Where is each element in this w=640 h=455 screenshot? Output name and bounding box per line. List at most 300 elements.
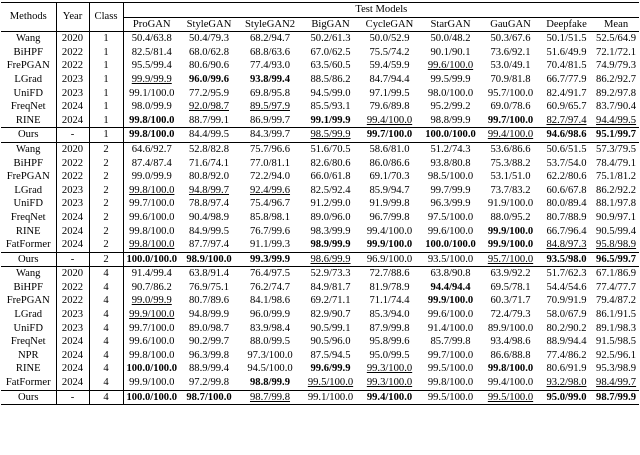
score-cell: 80.0/89.4 xyxy=(546,198,587,210)
score-cell: 50.6/51.5 xyxy=(540,142,593,156)
score-cell: 52.8/82.8 xyxy=(180,142,238,156)
score-cell: 60.3/71.7 xyxy=(490,295,531,307)
score-cell: 95.8/98.9 xyxy=(596,239,637,251)
score-cell: 96.3/99.8 xyxy=(188,349,230,361)
year-cell: 2022 xyxy=(56,281,89,295)
class-cell: 2 xyxy=(89,225,123,239)
method-cell: LGrad xyxy=(14,184,43,196)
col-header-year: Year xyxy=(56,3,89,32)
score-cell: 95.3/98.9 xyxy=(596,363,637,375)
year-cell: 2023 xyxy=(56,184,89,198)
score-cell: 90.7/86.2 xyxy=(123,281,180,295)
score-cell: 63.8/91.4 xyxy=(180,267,238,281)
year-cell: 2023 xyxy=(56,197,89,211)
method-cell: FreqNet xyxy=(10,101,46,113)
class-cell: 4 xyxy=(89,308,123,322)
score-cell: 76.4/97.5 xyxy=(238,267,302,281)
score-cell: 88.9/94.4 xyxy=(546,336,587,348)
col-header-model: ProGAN xyxy=(123,17,180,32)
score-cell: 50.0/52.9 xyxy=(369,33,410,45)
year-cell: 2020 xyxy=(56,142,89,156)
score-cell: 75.5/74.2 xyxy=(369,46,410,58)
year-cell: 2024 xyxy=(56,211,89,225)
score-cell: 99.4/100.0 xyxy=(366,225,413,237)
score-cell: 99.8/100.0 xyxy=(487,363,534,375)
score-cell: 75.1/81.2 xyxy=(596,171,637,183)
method-cell: Ours xyxy=(1,252,56,267)
col-header-model: Mean xyxy=(593,17,639,32)
score-cell: 86.2/92.7 xyxy=(596,73,637,85)
score-cell: 100.0/100.0 xyxy=(123,252,180,267)
score-cell: 90.5/99.1 xyxy=(310,322,351,334)
score-cell: 84.4/99.5 xyxy=(180,128,238,143)
score-cell: 68.2/94.7 xyxy=(249,33,291,45)
score-cell: 99.1/100.0 xyxy=(302,390,359,405)
score-cell: 57.3/79.5 xyxy=(593,142,639,156)
score-cell: 80.2/90.2 xyxy=(546,322,587,334)
score-cell: 85.5/93.1 xyxy=(310,101,351,113)
score-cell: 94.6/98.6 xyxy=(540,128,593,143)
col-header-model: Deepfake xyxy=(540,17,593,32)
score-cell: 71.1/74.4 xyxy=(369,295,410,307)
score-cell: 79.4/87.2 xyxy=(596,295,637,307)
score-cell: 80.7/88.9 xyxy=(546,211,587,223)
score-cell: 99.8/100.0 xyxy=(123,114,180,128)
score-cell: 98.7/99.9 xyxy=(593,390,639,405)
year-cell: - xyxy=(56,252,89,267)
score-cell: 99.6/100.0 xyxy=(123,335,180,349)
score-cell: 99.4/100.0 xyxy=(487,377,534,389)
table-row xyxy=(1,59,639,73)
table-row xyxy=(1,170,639,184)
class-cell: 1 xyxy=(89,114,123,128)
score-cell: 89.0/96.0 xyxy=(310,211,351,223)
class-cell: 2 xyxy=(89,184,123,198)
method-cell: UniFD xyxy=(13,322,43,334)
score-cell: 99.0/99.9 xyxy=(123,170,180,184)
score-cell: 99.4/100.0 xyxy=(481,128,540,143)
score-cell: 54.4/54.6 xyxy=(546,281,587,293)
score-cell: 98.9/99.9 xyxy=(310,239,351,251)
class-cell: 4 xyxy=(89,349,123,363)
method-cell: LGrad xyxy=(14,73,43,85)
score-cell: 100.0/100.0 xyxy=(123,390,180,405)
score-cell: 53.7/54.0 xyxy=(546,157,587,169)
score-cell: 74.9/79.3 xyxy=(596,60,637,72)
score-cell: 94.8/99.9 xyxy=(188,309,230,321)
table-row xyxy=(1,73,639,87)
score-cell: 87.9/99.8 xyxy=(369,322,410,334)
score-cell: 99.4/100.0 xyxy=(359,390,420,405)
year-cell: 2020 xyxy=(56,267,89,281)
score-cell: 98.5/99.9 xyxy=(302,128,359,143)
score-cell: 63.8/90.8 xyxy=(420,267,481,281)
score-cell: 86.6/88.8 xyxy=(490,349,531,361)
score-cell: 69.0/78.6 xyxy=(490,101,531,113)
method-cell: NPR xyxy=(17,349,39,361)
method-cell: FrePGAN xyxy=(6,60,50,72)
score-cell: 99.8/100.0 xyxy=(427,377,474,389)
score-cell: 86.1/91.5 xyxy=(596,309,637,321)
score-cell: 99.1/100.0 xyxy=(123,87,180,101)
table-body xyxy=(1,32,639,405)
class-cell: 4 xyxy=(89,281,123,295)
table-row xyxy=(1,142,639,156)
method-cell: Ours xyxy=(1,128,56,143)
score-cell: 77.4/93.0 xyxy=(249,60,291,72)
year-cell: 2023 xyxy=(56,322,89,336)
score-cell: 73.6/92.1 xyxy=(490,46,531,58)
col-header-test-models: Test Models xyxy=(123,3,639,18)
score-cell: 84.9/99.5 xyxy=(188,225,230,237)
header-row-1 xyxy=(1,3,639,18)
score-cell: 96.3/99.9 xyxy=(430,198,471,210)
year-cell: 2024 xyxy=(56,225,89,239)
class-cell: 1 xyxy=(89,46,123,60)
score-cell: 99.9/100.0 xyxy=(487,239,534,251)
score-cell: 97.3/100.0 xyxy=(247,349,293,361)
method-cell: FatFormer xyxy=(5,239,51,251)
col-header-model: StyleGAN2 xyxy=(238,17,302,32)
score-cell: 75.4/96.7 xyxy=(249,198,291,210)
score-cell: 93.5/98.0 xyxy=(540,252,593,267)
score-cell: 93.8/80.8 xyxy=(430,157,471,169)
score-cell: 95.7/100.0 xyxy=(481,252,540,267)
score-cell: 86.9/99.7 xyxy=(249,114,291,126)
score-cell: 58.6/81.0 xyxy=(359,142,420,156)
score-cell: 50.3/67.6 xyxy=(490,33,531,45)
score-cell: 58.0/67.9 xyxy=(546,309,587,321)
score-cell: 98.8/99.9 xyxy=(249,377,291,389)
year-cell: 2024 xyxy=(56,362,89,376)
score-cell: 88.7/99.1 xyxy=(188,114,230,126)
class-cell: 1 xyxy=(89,87,123,101)
score-cell: 50.1/51.5 xyxy=(546,33,587,45)
score-cell: 91.4/100.0 xyxy=(427,322,474,334)
class-cell: 4 xyxy=(89,267,123,281)
score-cell: 95.1/99.7 xyxy=(593,128,639,143)
score-cell: 99.0/99.9 xyxy=(123,294,180,308)
score-cell: 94.5/100.0 xyxy=(247,363,293,375)
class-cell: 2 xyxy=(89,170,123,184)
results-table xyxy=(1,2,639,405)
score-cell: 51.6/49.9 xyxy=(546,46,587,58)
score-cell: 99.6/100.0 xyxy=(427,225,474,237)
score-cell: 72.2/94.0 xyxy=(249,171,291,183)
score-cell: 98.9/100.0 xyxy=(180,252,238,267)
method-cell: UniFD xyxy=(13,198,43,210)
score-cell: 70.9/91.9 xyxy=(546,295,587,307)
class-cell: 2 xyxy=(89,142,123,156)
score-cell: 72.7/88.6 xyxy=(359,267,420,281)
col-header-model: StyleGAN xyxy=(180,17,238,32)
method-cell: FreqNet xyxy=(10,211,46,223)
score-cell: 67.0/62.5 xyxy=(310,46,351,58)
class-cell: 4 xyxy=(89,335,123,349)
score-cell: 99.9/100.0 xyxy=(487,225,534,237)
score-cell: 93.5/100.0 xyxy=(420,252,481,267)
score-cell: 99.7/100.0 xyxy=(359,128,420,143)
score-cell: 93.8/99.4 xyxy=(249,73,291,85)
score-cell: 86.0/86.6 xyxy=(369,157,410,169)
score-cell: 53.0/49.1 xyxy=(490,60,531,72)
score-cell: 99.6/99.9 xyxy=(310,363,351,375)
score-cell: 91.2/99.0 xyxy=(310,198,351,210)
score-cell: 99.8/100.0 xyxy=(123,128,180,143)
score-cell: 85.8/98.1 xyxy=(249,211,291,223)
score-cell: 99.5/100.0 xyxy=(420,390,481,405)
score-cell: 83.7/90.4 xyxy=(596,101,637,113)
score-cell: 90.5/96.0 xyxy=(310,336,351,348)
score-cell: 50.4/63.8 xyxy=(123,32,180,46)
score-cell: 99.7/99.9 xyxy=(430,184,471,196)
class-cell: 4 xyxy=(89,362,123,376)
score-cell: 68.8/63.6 xyxy=(249,46,291,58)
score-cell: 91.5/98.5 xyxy=(596,336,637,348)
year-cell: 2024 xyxy=(56,349,89,363)
table-row xyxy=(1,46,639,60)
class-cell: 2 xyxy=(89,157,123,171)
score-cell: 98.7/100.0 xyxy=(180,390,238,405)
method-cell: BiHPF xyxy=(13,157,43,169)
table-row xyxy=(1,308,639,322)
score-cell: 89.9/100.0 xyxy=(487,322,534,334)
score-cell: 95.0/99.5 xyxy=(369,349,410,361)
score-cell: 66.0/61.8 xyxy=(310,171,351,183)
method-cell: RINE xyxy=(15,363,41,375)
year-cell: 2024 xyxy=(56,335,89,349)
score-cell: 51.6/70.5 xyxy=(302,142,359,156)
score-cell: 95.0/99.0 xyxy=(540,390,593,405)
score-cell: 85.7/99.8 xyxy=(430,336,471,348)
score-cell: 97.1/99.5 xyxy=(369,87,410,99)
score-cell: 99.5/100.0 xyxy=(481,390,540,405)
table-row xyxy=(1,294,639,308)
score-cell: 91.4/99.4 xyxy=(123,267,180,281)
score-cell: 88.0/99.5 xyxy=(249,336,291,348)
score-cell: 100.0/100.0 xyxy=(425,239,476,251)
class-cell: 1 xyxy=(89,32,123,46)
score-cell: 69.1/70.3 xyxy=(369,171,410,183)
year-cell: 2020 xyxy=(56,32,89,46)
score-cell: 90.2/99.7 xyxy=(188,336,230,348)
score-cell: 83.9/98.4 xyxy=(249,322,291,334)
score-cell: 94.8/99.7 xyxy=(188,184,230,196)
score-cell: 99.7/100.0 xyxy=(427,349,474,361)
class-cell: 2 xyxy=(89,211,123,225)
score-cell: 89.0/98.7 xyxy=(188,322,230,334)
score-cell: 85.3/94.0 xyxy=(369,309,410,321)
ours-row xyxy=(1,252,639,267)
score-cell: 69.5/78.1 xyxy=(490,281,531,293)
table-row xyxy=(1,349,639,363)
ours-row xyxy=(1,128,639,143)
score-cell: 95.7/100.0 xyxy=(487,87,534,99)
table-row xyxy=(1,157,639,171)
score-cell: 99.9/100.0 xyxy=(427,295,474,307)
score-cell: 82.5/92.4 xyxy=(310,184,351,196)
score-cell: 87.7/97.4 xyxy=(188,239,230,251)
score-cell: 78.8/97.4 xyxy=(188,198,230,210)
score-cell: 96.0/99.9 xyxy=(249,309,291,321)
score-cell: 90.9/97.1 xyxy=(596,211,637,223)
score-cell: 81.9/78.9 xyxy=(369,281,410,293)
score-cell: 98.0/99.9 xyxy=(123,100,180,114)
class-cell: 1 xyxy=(89,100,123,114)
score-cell: 67.1/86.9 xyxy=(593,267,639,281)
method-cell: BiHPF xyxy=(13,281,43,293)
year-cell: 2022 xyxy=(56,59,89,73)
score-cell: 88.0/95.2 xyxy=(490,211,531,223)
score-cell: 77.0/81.1 xyxy=(249,157,291,169)
score-cell: 91.9/99.8 xyxy=(369,198,410,210)
score-cell: 99.1/99.9 xyxy=(310,114,351,126)
method-cell: Wang xyxy=(1,142,56,156)
score-cell: 82.6/80.6 xyxy=(310,157,351,169)
score-cell: 99.6/100.0 xyxy=(427,60,474,72)
score-cell: 72.1/72.1 xyxy=(596,46,637,58)
year-cell: 2022 xyxy=(56,294,89,308)
score-cell: 73.7/83.2 xyxy=(490,184,531,196)
score-cell: 99.9/99.9 xyxy=(123,73,180,87)
score-cell: 97.5/100.0 xyxy=(427,211,474,223)
score-cell: 75.7/96.6 xyxy=(238,142,302,156)
method-cell: RINE xyxy=(15,225,41,237)
score-cell: 76.7/99.6 xyxy=(249,225,291,237)
score-cell: 84.9/81.7 xyxy=(310,281,351,293)
score-cell: 53.6/86.6 xyxy=(481,142,540,156)
year-cell: 2022 xyxy=(56,170,89,184)
score-cell: 88.1/97.8 xyxy=(596,198,637,210)
table-row xyxy=(1,184,639,198)
score-cell: 53.1/51.0 xyxy=(490,171,531,183)
score-cell: 76.9/75.1 xyxy=(188,281,230,293)
score-cell: 70.4/81.5 xyxy=(546,60,587,72)
table-row xyxy=(1,281,639,295)
score-cell: 99.3/99.9 xyxy=(238,252,302,267)
score-cell: 82.5/81.4 xyxy=(123,46,180,60)
class-cell: 1 xyxy=(89,59,123,73)
score-cell: 99.5/100.0 xyxy=(307,377,354,389)
score-cell: 91.9/100.0 xyxy=(487,198,534,210)
class-cell: 4 xyxy=(89,376,123,390)
score-cell: 72.4/79.3 xyxy=(490,309,531,321)
score-cell: 99.9/100.0 xyxy=(366,239,413,251)
table-row xyxy=(1,114,639,128)
col-header-model: BigGAN xyxy=(302,17,359,32)
score-cell: 94.4/99.5 xyxy=(596,114,637,126)
score-cell: 66.7/96.4 xyxy=(546,225,587,237)
score-cell: 85.9/94.7 xyxy=(369,184,410,196)
class-cell: 2 xyxy=(89,197,123,211)
score-cell: 51.7/62.3 xyxy=(540,267,593,281)
col-header-model: CycleGAN xyxy=(359,17,420,32)
score-cell: 80.8/92.0 xyxy=(188,171,230,183)
year-cell: 2023 xyxy=(56,73,89,87)
score-cell: 91.1/99.3 xyxy=(249,239,291,251)
score-cell: 93.4/98.6 xyxy=(490,336,531,348)
score-cell: 77.4/77.7 xyxy=(596,281,637,293)
table-row xyxy=(1,238,639,252)
col-header-class: Class xyxy=(89,3,123,32)
method-cell: Wang xyxy=(1,267,56,281)
score-cell: 95.2/99.2 xyxy=(430,101,471,113)
score-cell: 92.0/98.7 xyxy=(188,101,230,113)
score-cell: 68.0/62.8 xyxy=(188,46,230,58)
table-row xyxy=(1,211,639,225)
score-cell: 98.3/99.9 xyxy=(310,225,351,237)
score-cell: 82.7/97.4 xyxy=(546,114,587,126)
score-cell: 89.2/97.8 xyxy=(596,87,637,99)
table-row xyxy=(1,225,639,239)
score-cell: 84.7/94.4 xyxy=(369,73,410,85)
method-cell: BiHPF xyxy=(13,46,43,58)
year-cell: 2022 xyxy=(56,46,89,60)
score-cell: 96.9/100.0 xyxy=(359,252,420,267)
class-cell: 4 xyxy=(89,322,123,336)
score-cell: 84.3/99.7 xyxy=(238,128,302,143)
score-cell: 70.9/81.8 xyxy=(490,73,531,85)
method-cell: RINE xyxy=(15,114,41,126)
year-cell: 2023 xyxy=(56,308,89,322)
score-cell: 99.7/100.0 xyxy=(123,322,180,336)
score-cell: 94.4/94.4 xyxy=(430,281,471,293)
score-cell: 75.3/88.2 xyxy=(490,157,531,169)
score-cell: 88.5/86.2 xyxy=(310,73,351,85)
score-cell: 95.5/99.4 xyxy=(123,59,180,73)
score-cell: 93.2/98.0 xyxy=(546,377,587,389)
score-cell: 80.6/91.9 xyxy=(546,363,587,375)
table-row xyxy=(1,32,639,46)
table-row xyxy=(1,267,639,281)
method-cell: UniFD xyxy=(13,87,43,99)
year-cell: 2024 xyxy=(56,238,89,252)
score-cell: 96.0/99.6 xyxy=(188,73,230,85)
score-cell: 99.7/100.0 xyxy=(123,197,180,211)
score-cell: 99.6/100.0 xyxy=(427,309,474,321)
score-cell: 50.4/79.3 xyxy=(188,33,230,45)
method-cell: FatFormer xyxy=(5,377,51,389)
year-cell: - xyxy=(56,390,89,405)
table-row xyxy=(1,362,639,376)
table-row xyxy=(1,376,639,390)
score-cell: 100.0/100.0 xyxy=(420,128,481,143)
method-cell: Wang xyxy=(16,33,41,45)
score-cell: 63.9/92.2 xyxy=(481,267,540,281)
score-cell: 98.4/99.7 xyxy=(596,377,637,389)
class-cell: 1 xyxy=(89,73,123,87)
year-cell: 2022 xyxy=(56,157,89,171)
method-cell: Ours xyxy=(1,390,56,405)
score-cell: 82.9/90.7 xyxy=(310,309,351,321)
score-cell: 86.2/92.2 xyxy=(596,184,637,196)
score-cell: 99.9/100.0 xyxy=(123,376,180,390)
method-cell: FreqNet xyxy=(10,336,46,348)
score-cell: 52.9/73.3 xyxy=(302,267,359,281)
score-cell: 50.0/48.2 xyxy=(430,33,471,45)
score-cell: 87.5/94.5 xyxy=(310,349,351,361)
class-cell: 4 xyxy=(89,294,123,308)
method-cell: FrePGAN xyxy=(6,295,50,307)
year-cell: 2024 xyxy=(56,376,89,390)
method-cell: LGrad xyxy=(14,309,43,321)
score-cell: 99.6/100.0 xyxy=(123,211,180,225)
class-cell: 4 xyxy=(89,390,123,405)
score-cell: 99.5/99.9 xyxy=(430,73,471,85)
table-row xyxy=(1,100,639,114)
score-cell: 60.6/67.8 xyxy=(546,184,587,196)
col-header-methods: Methods xyxy=(1,3,56,32)
